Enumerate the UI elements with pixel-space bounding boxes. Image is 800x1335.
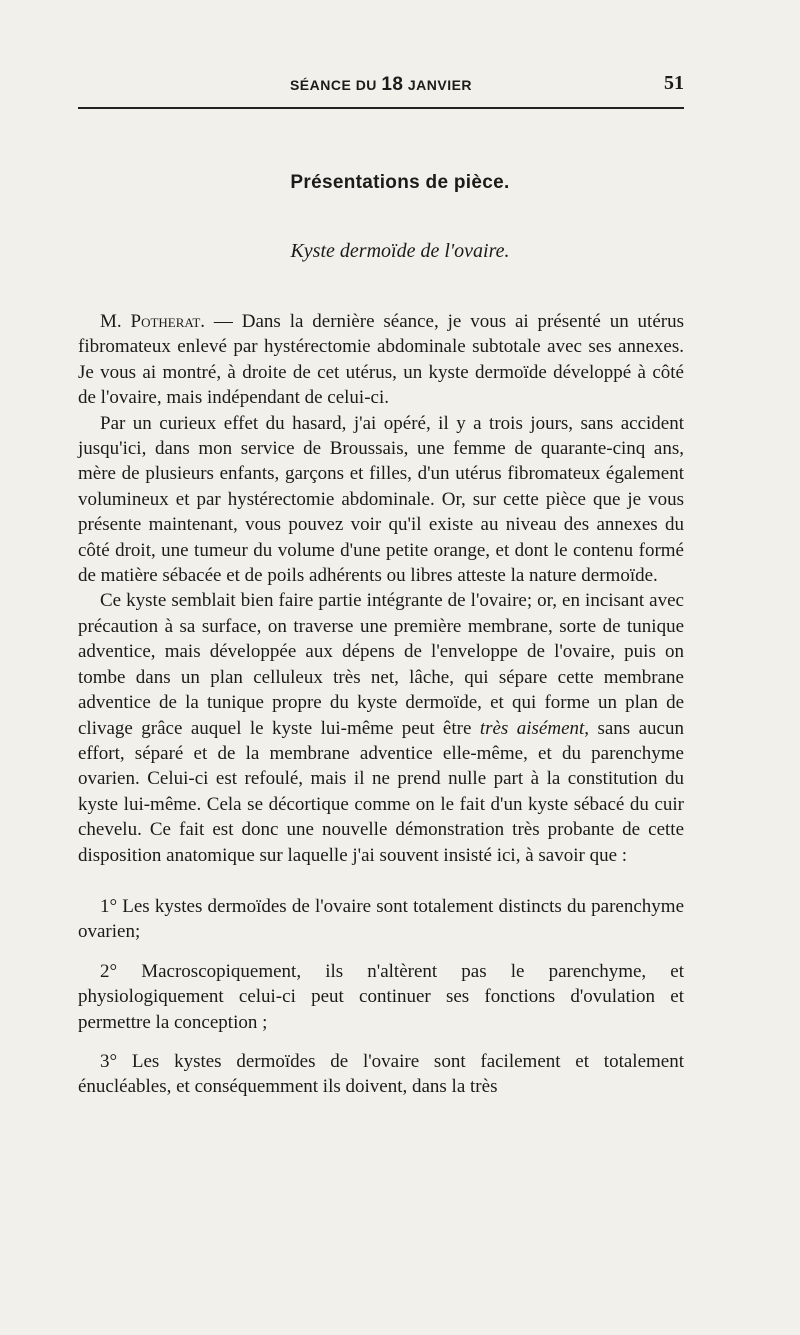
body-text [78, 309, 684, 1100]
running-title [78, 74, 684, 96]
paragraph-1-text: — Dans la dernière séance, je vous ai présenté un utérus fibromateux enlevé par hystérectomie abdominale subtotale avec ses annexes. Je vous ai montré, à droite de cet utérus, un kyste dermoïde développé à côté de l'ovaire, mais indépendant de celui-ci. [78, 311, 684, 409]
section-title: Présentations de pièce. [290, 172, 510, 193]
paragraph-3-after: , sans aucun effort, séparé et de la membrane adventice elle-même, et du parenchyme ovarien. Celui-ci est refoulé, mais il ne prend nulle part à la constitution du kyste lui-même. Cela se décortique comme on le fait d'un kyste sébacé du cuir chevelu. Ce fait est donc une nouvelle démonstration très probante de cette disposition anatomique sur laquelle j'ai souvent insisté ici, à savoir que : [78, 717, 684, 866]
paragraph-3-emphasis: très aisément [479, 717, 585, 739]
running-title-part1: SÉANCE DU [289, 77, 382, 93]
paragraph-2: Par un curieux effet du hasard, j'ai opéré, il y a trois jours, sans accident jusqu'ici, dans mon service de Broussais, une femme de quarante-cinq ans, mère de plusieurs enfants, garçons et filles, d'un utérus fibromateux également volumineux et par hystérectomie abdominale. Or, sur cette pièce que je vous présente maintenant, vous pouvez voir qu'il existe au niveau des annexes du côté droit, une tumeur du volume d'une petite orange, et dont le contenu formé de matière sébacée et de poils adhérents ou libres atteste la nature dermoïde. [78, 412, 684, 587]
paragraph-3-before: Ce kyste semblait bien faire partie intégrante de l'ovaire; or, en incisant avec précaution à sa surface, on traverse une première membrane, sorte de tunique adventice, mais développée aux dépens de l'enveloppe de l'ovaire, puis on tombe dans un plan celluleux très net, lâche, qui sépare cette membrane adventice de la tunique propre du kyste dermoïde, et qui forme un plan de clivage grâce auquel le kyste lui-même peut être [78, 590, 684, 739]
page-number: 51 [664, 72, 684, 94]
paragraph-3 [78, 588, 684, 867]
list-item-2: 2° Macroscopiquement, ils n'altèrent pas le parenchyme, et physiologiquement celui-ci peut continuer ses fonctions d'ovulation et permettre la conception ; [78, 960, 684, 1033]
article-subtitle: Kyste dermoïde de l'ovaire. [290, 240, 510, 262]
running-header [78, 74, 684, 98]
header-rule [78, 107, 684, 109]
list-item-3: 3° Les kystes dermoïdes de l'ovaire sont facilement et totalement énucléables, et conséquemment ils doivent, dans la très [78, 1050, 684, 1098]
speaker-name: M. Potherat. [100, 311, 206, 332]
paragraph-1 [78, 309, 684, 411]
list-item-1: 1° Les kystes dermoïdes de l'ovaire sont totalement distincts du parenchyme ovarien; [78, 895, 684, 943]
running-title-part2: JANVIER [403, 77, 473, 93]
running-title-day: 18 [381, 74, 404, 95]
